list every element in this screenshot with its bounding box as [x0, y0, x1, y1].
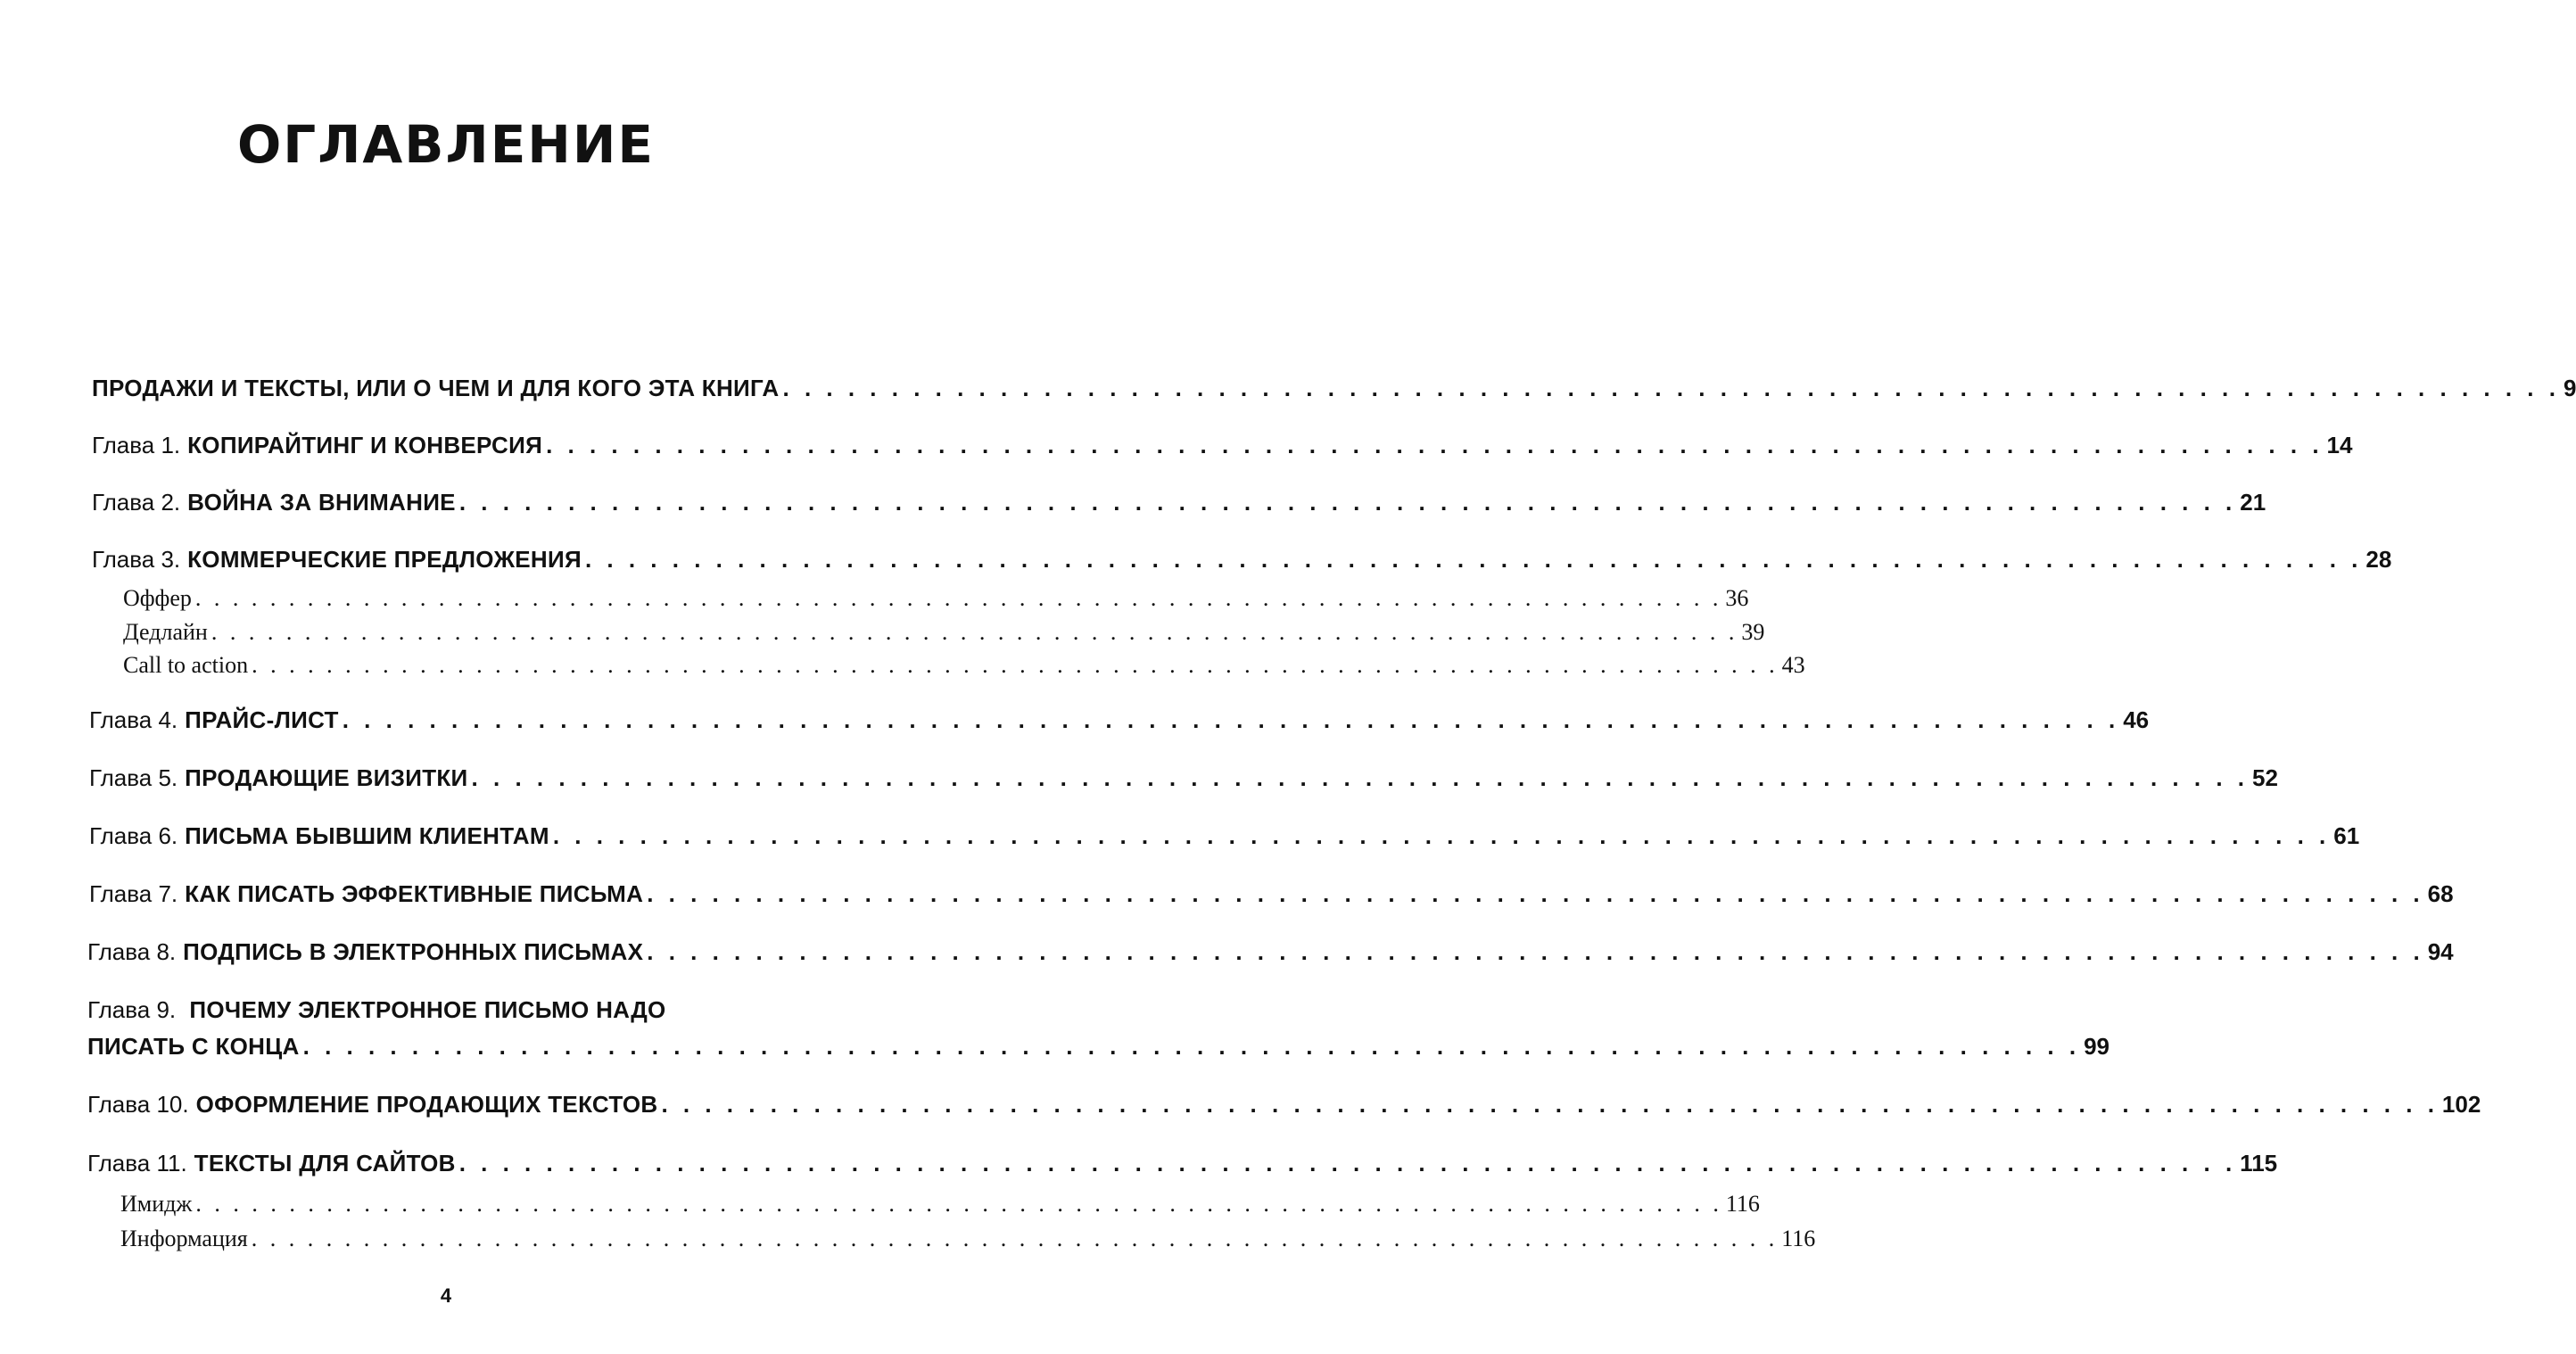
toc-entry-chapter-4[interactable]	[89, 706, 2150, 734]
toc-entry-chapter-3[interactable]	[92, 546, 2392, 574]
toc-entry-page: 94	[2427, 938, 2454, 965]
dot-leader: . . . . . . . . . . . . . . . . . . . . . . . . . . . . . . . . . . . . . . . . . . . . . . . . . . . . . . . . . . . . . . . . . . . . . . . . . . . . . . . . . .	[195, 1191, 1722, 1217]
toc-entry-title: Имидж	[120, 1191, 193, 1217]
toc-entry-chapter-1[interactable]	[92, 432, 2353, 459]
dot-leader: . . . . . . . . . . . . . . . . . . . . . . . . . . . . . . . . . . . . . . . . . . . . . . . . . . . . . . . . . . . . . . . . . . . . . . . . . . . . . . . . . .	[302, 1033, 2081, 1060]
toc-entry-title: КОПИРАЙТИНГ И КОНВЕРСИЯ	[187, 432, 543, 458]
page-title: ОГЛАВЛЕНИЕ	[236, 114, 656, 175]
toc-entry-page: 14	[2326, 432, 2353, 458]
dot-leader: . . . . . . . . . . . . . . . . . . . . . . . . . . . . . . . . . . . . . . . . . . . . . . . . . . . . . . . . . . . . . . . . . . . . . . . . . . . . . . . . . .	[546, 432, 2324, 458]
toc-entry-title: ПИСЬМА БЫВШИМ КЛИЕНТАМ	[185, 822, 549, 849]
toc-entry-prefix: Глава 2.	[92, 489, 181, 516]
dot-leader: . . . . . . . . . . . . . . . . . . . . . . . . . . . . . . . . . . . . . . . . . . . . . . . . . . . . . . . . . . . . . . . . . . . . . . . . . . . . . . . . . .	[552, 822, 2331, 849]
dot-leader: . . . . . . . . . . . . . . . . . . . . . . . . . . . . . . . . . . . . . . . . . . . . . . . . . . . . . . . . . . . . . . . . . . . . . . . . . . . . . . . . . .	[252, 652, 1779, 678]
toc-entry-prefix: Глава 11.	[87, 1150, 187, 1176]
toc-entry-page: 61	[2333, 822, 2360, 849]
toc-entry-prefix: Глава 6.	[89, 822, 178, 849]
dot-leader: . . . . . . . . . . . . . . . . . . . . . . . . . . . . . . . . . . . . . . . . . . . . . . . . . . . . . . . . . . . . . . . . . . . . . . . . . . . . . . . . . .	[458, 489, 2237, 516]
toc-entry-page: 68	[2427, 880, 2454, 907]
toc-entry-page: 102	[2441, 1091, 2481, 1118]
toc-entry-title: ОФОРМЛЕНИЕ ПРОДАЮЩИХ ТЕКСТОВ	[195, 1091, 658, 1118]
toc-entry-title: ВОЙНА ЗА ВНИМАНИЕ	[187, 489, 456, 516]
dot-leader: . . . . . . . . . . . . . . . . . . . . . . . . . . . . . . . . . . . . . . . . . . . . . . . . . . . . . . . . . . . . . . . . . . . . . . . . . . . . . . . . . .	[194, 585, 1722, 611]
toc-entry-prefix: Глава 1.	[92, 432, 181, 458]
toc-entry-page: 116	[1781, 1226, 1816, 1251]
toc-subentry-information[interactable]	[120, 1226, 1816, 1252]
toc-subentry-offer[interactable]	[123, 585, 1749, 612]
toc-entry-title: Call to action	[123, 652, 249, 678]
toc-entry-title: КАК ПИСАТЬ ЭФФЕКТИВНЫЕ ПИСЬМА	[185, 880, 644, 907]
toc-entry-prefix: Глава 3.	[92, 546, 181, 573]
toc-entry-title: Оффер	[123, 585, 192, 611]
toc-entry-chapter-10[interactable]	[87, 1091, 2481, 1119]
toc-entry-chapter-7[interactable]	[89, 880, 2454, 908]
toc-entry-chapter-11[interactable]	[87, 1150, 2278, 1177]
toc-entry-chapter-2[interactable]	[92, 489, 2266, 516]
toc-entry-intro[interactable]	[92, 375, 2576, 402]
dot-leader: . . . . . . . . . . . . . . . . . . . . . . . . . . . . . . . . . . . . . . . . . . . . . . . . . . . . . . . . . . . . . . . . . . . . . . . . . . . . . . . . . .	[584, 546, 2363, 573]
toc-entry-page: 9	[2563, 375, 2576, 401]
toc-entry-title-line1: ПОЧЕМУ ЭЛЕКТРОННОЕ ПИСЬМО НАДО	[189, 996, 666, 1023]
toc-entry-prefix: Глава 5.	[89, 764, 178, 791]
toc-entry-page: 99	[2084, 1033, 2110, 1060]
toc-entry-page: 36	[1725, 585, 1749, 611]
toc-entry-chapter-9[interactable]	[87, 1033, 2110, 1061]
toc-subentry-image[interactable]	[120, 1191, 1760, 1218]
dot-leader: . . . . . . . . . . . . . . . . . . . . . . . . . . . . . . . . . . . . . . . . . . . . . . . . . . . . . . . . . . . . . . . . . . . . . . . . . . . . . . . . . .	[661, 1091, 2439, 1118]
toc-entry-title: КОММЕРЧЕСКИЕ ПРЕДЛОЖЕНИЯ	[187, 546, 582, 573]
toc-entry-prefix: Глава 4.	[89, 706, 178, 733]
toc-entry-chapter-6[interactable]	[89, 822, 2360, 850]
toc-subentry-deadline[interactable]	[123, 619, 1765, 646]
toc-entry-title: ТЕКСТЫ ДЛЯ САЙТОВ	[194, 1150, 456, 1176]
toc-entry-title: ПРАЙС-ЛИСТ	[185, 706, 339, 733]
toc-subentry-call-to-action[interactable]	[123, 652, 1805, 679]
toc-entry-page: 116	[1725, 1191, 1760, 1217]
toc-entry-chapter-5[interactable]	[89, 764, 2278, 792]
toc-entry-chapter-9-line1[interactable]	[87, 996, 666, 1024]
toc-entry-title: Дедлайн	[123, 619, 208, 645]
toc-entry-title: Информация	[120, 1226, 248, 1251]
dot-leader: . . . . . . . . . . . . . . . . . . . . . . . . . . . . . . . . . . . . . . . . . . . . . . . . . . . . . . . . . . . . . . . . . . . . . . . . . . . . . . . . . .	[782, 375, 2560, 401]
dot-leader: . . . . . . . . . . . . . . . . . . . . . . . . . . . . . . . . . . . . . . . . . . . . . . . . . . . . . . . . . . . . . . . . . . . . . . . . . . . . . . . . . .	[647, 880, 2424, 907]
toc-entry-page: 39	[1741, 619, 1765, 645]
toc-entry-chapter-8[interactable]	[87, 938, 2454, 966]
toc-entry-prefix: Глава 9.	[87, 996, 177, 1023]
toc-entry-title: ПИСАТЬ С КОНЦА	[87, 1033, 300, 1060]
dot-leader: . . . . . . . . . . . . . . . . . . . . . . . . . . . . . . . . . . . . . . . . . . . . . . . . . . . . . . . . . . . . . . . . . . . . . . . . . . . . . . . . . .	[211, 619, 1738, 645]
dot-leader: . . . . . . . . . . . . . . . . . . . . . . . . . . . . . . . . . . . . . . . . . . . . . . . . . . . . . . . . . . . . . . . . . . . . . . . . . . . . . . . . . .	[471, 764, 2249, 791]
toc-entry-prefix: Глава 8.	[87, 938, 177, 965]
toc-entry-prefix: Глава 7.	[89, 880, 178, 907]
toc-entry-page: 21	[2240, 489, 2266, 516]
dot-leader: . . . . . . . . . . . . . . . . . . . . . . . . . . . . . . . . . . . . . . . . . . . . . . . . . . . . . . . . . . . . . . . . . . . . . . . . . . . . . . . . . .	[342, 706, 2120, 733]
toc-entry-title: ПРОДАЮЩИЕ ВИЗИТКИ	[185, 764, 468, 791]
dot-leader: . . . . . . . . . . . . . . . . . . . . . . . . . . . . . . . . . . . . . . . . . . . . . . . . . . . . . . . . . . . . . . . . . . . . . . . . . . . . . . . . . .	[647, 938, 2424, 965]
dot-leader: . . . . . . . . . . . . . . . . . . . . . . . . . . . . . . . . . . . . . . . . . . . . . . . . . . . . . . . . . . . . . . . . . . . . . . . . . . . . . . . . . .	[458, 1150, 2237, 1176]
toc-entry-page: 46	[2123, 706, 2150, 733]
toc-entry-title: ПОДПИСЬ В ЭЛЕКТРОННЫХ ПИСЬМАХ	[183, 938, 644, 965]
toc-entry-page: 43	[1781, 652, 1805, 678]
toc-entry-prefix: Глава 10.	[87, 1091, 189, 1118]
toc-entry-page: 28	[2365, 546, 2392, 573]
page-number: 4	[440, 1284, 452, 1307]
toc-entry-page: 52	[2252, 764, 2278, 791]
dot-leader: . . . . . . . . . . . . . . . . . . . . . . . . . . . . . . . . . . . . . . . . . . . . . . . . . . . . . . . . . . . . . . . . . . . . . . . . . . . . . . . . . .	[251, 1226, 1779, 1251]
toc-entry-page: 115	[2240, 1150, 2278, 1176]
toc-entry-title: ПРОДАЖИ И ТЕКСТЫ, ИЛИ О ЧЕМ И ДЛЯ КОГО ЭТА КНИГА	[92, 375, 780, 401]
